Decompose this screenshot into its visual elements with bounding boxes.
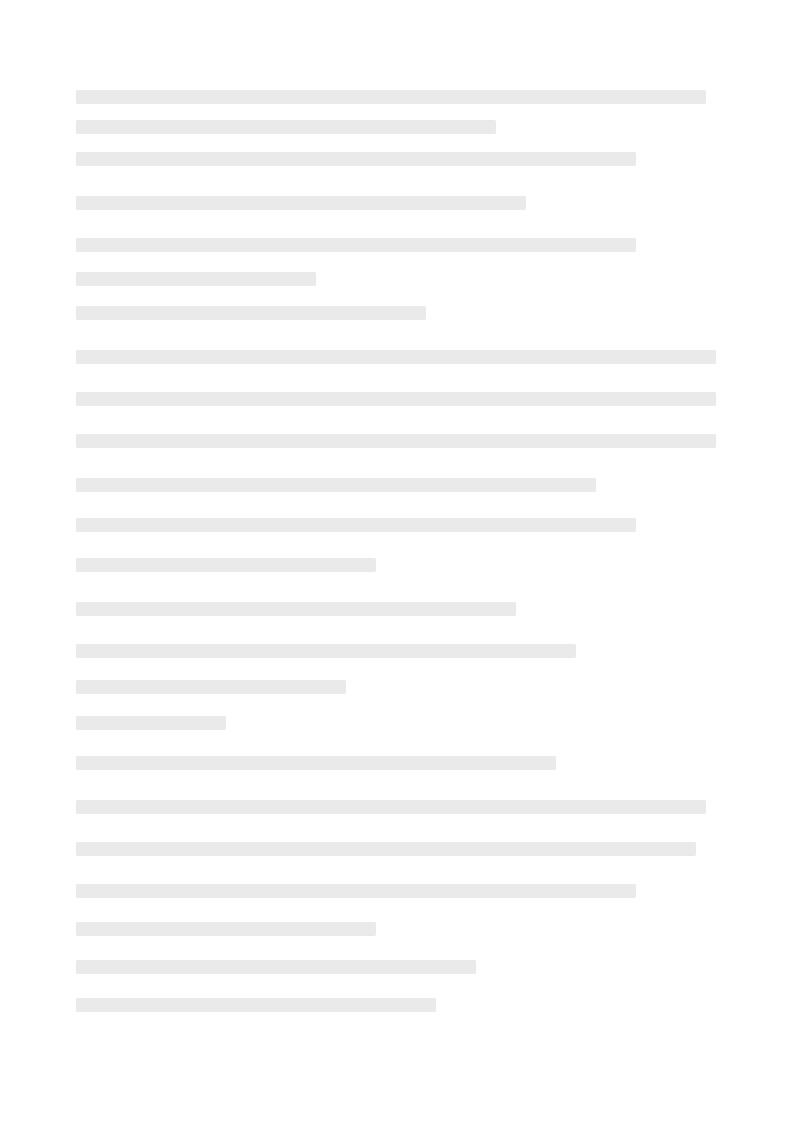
text-line	[76, 272, 316, 286]
text-line	[76, 558, 376, 572]
text-line	[76, 518, 636, 532]
text-line	[76, 434, 716, 448]
text-line	[76, 884, 636, 898]
text-line	[76, 350, 716, 364]
text-line	[76, 602, 516, 616]
text-line	[76, 478, 596, 492]
text-line	[76, 998, 436, 1012]
text-line	[76, 90, 706, 104]
text-line	[76, 238, 636, 252]
text-line	[76, 960, 476, 974]
text-line	[76, 680, 346, 694]
text-line	[76, 922, 376, 936]
text-line	[76, 800, 706, 814]
text-line	[76, 196, 526, 210]
text-line	[76, 716, 226, 730]
text-line	[76, 306, 426, 320]
text-line	[76, 644, 576, 658]
text-line	[76, 842, 696, 856]
text-line	[76, 392, 716, 406]
text-line	[76, 756, 556, 770]
text-line	[76, 120, 496, 134]
text-line	[76, 152, 636, 166]
